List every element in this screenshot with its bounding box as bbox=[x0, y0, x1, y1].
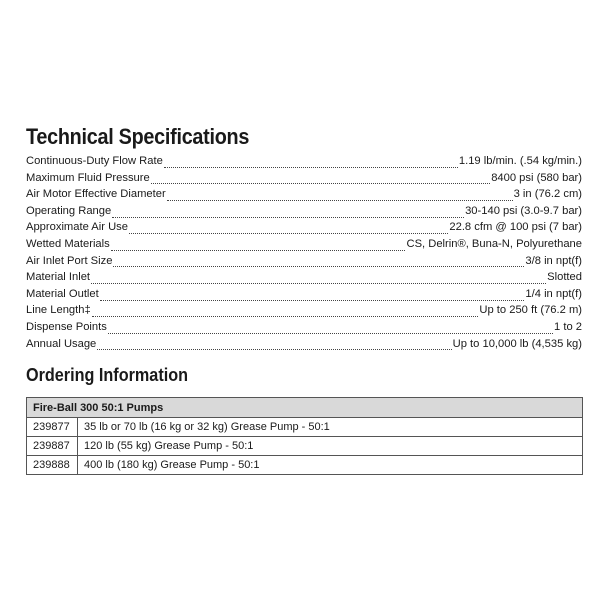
spec-value: Up to 10,000 lb (4,535 kg) bbox=[452, 337, 582, 350]
dot-leader bbox=[92, 306, 479, 317]
spec-label: Air Motor Effective Diameter bbox=[26, 188, 166, 201]
spec-label: Approximate Air Use bbox=[26, 221, 128, 234]
spec-value: Up to 250 ft (76.2 m) bbox=[479, 304, 582, 317]
spec-value: 3 in (76.2 cm) bbox=[513, 188, 582, 201]
spec-label: Material Inlet bbox=[26, 271, 91, 284]
spec-row bbox=[26, 236, 582, 253]
table-row bbox=[27, 418, 583, 437]
spec-value: 3/8 in npt(f) bbox=[525, 254, 582, 267]
spec-label: Wetted Materials bbox=[26, 237, 110, 250]
spec-row bbox=[26, 269, 582, 286]
spec-value: 1/4 in npt(f) bbox=[525, 287, 582, 300]
spec-label: Annual Usage bbox=[26, 337, 97, 350]
table-row bbox=[27, 456, 583, 475]
dot-leader bbox=[112, 207, 464, 218]
spec-list bbox=[26, 153, 582, 352]
spec-value: 1.19 lb/min. (.54 kg/min.) bbox=[458, 155, 582, 167]
spec-value: 8400 psi (580 bar) bbox=[491, 171, 582, 184]
spec-label: Dispense Points bbox=[26, 320, 107, 333]
part-number: 239888 bbox=[27, 456, 78, 475]
technical-specifications-heading: Technical Specifications bbox=[26, 124, 250, 149]
spec-row bbox=[26, 286, 582, 303]
spec-value: Slotted bbox=[547, 271, 582, 284]
spec-value: 22.8 cfm @ 100 psi (7 bar) bbox=[449, 221, 582, 234]
dot-leader bbox=[108, 323, 553, 334]
spec-label: Material Outlet bbox=[26, 287, 99, 300]
spec-label: Maximum Fluid Pressure bbox=[26, 171, 150, 184]
spec-label: Air Inlet Port Size bbox=[26, 254, 113, 267]
spec-row bbox=[26, 253, 582, 270]
spec-row bbox=[26, 319, 582, 336]
spec-row bbox=[26, 186, 582, 203]
spec-row bbox=[26, 302, 582, 319]
part-number: 239887 bbox=[27, 437, 78, 456]
spec-row bbox=[26, 153, 582, 170]
dot-leader bbox=[167, 190, 513, 201]
ordering-table bbox=[26, 397, 583, 475]
spec-value: CS, Delrin®, Buna-N, Polyurethane bbox=[406, 237, 582, 250]
spec-value: 1 to 2 bbox=[554, 320, 582, 333]
dot-leader bbox=[91, 273, 546, 284]
spec-row bbox=[26, 336, 582, 353]
part-description: 400 lb (180 kg) Grease Pump - 50:1 bbox=[78, 456, 583, 475]
dot-leader bbox=[111, 240, 406, 251]
spec-label: Line Length‡ bbox=[26, 304, 91, 317]
dot-leader bbox=[100, 290, 525, 301]
spec-value: 30-140 psi (3.0-9.7 bar) bbox=[465, 204, 582, 217]
spec-row bbox=[26, 219, 582, 236]
spec-label: Continuous-Duty Flow Rate bbox=[26, 155, 163, 167]
dot-leader bbox=[97, 339, 451, 350]
dot-leader bbox=[129, 223, 448, 234]
pump-group-title: Fire-Ball 300 50:1 Pumps bbox=[27, 398, 583, 418]
spec-row bbox=[26, 170, 582, 187]
part-number: 239877 bbox=[27, 418, 78, 437]
ordering-information-heading: Ordering Information bbox=[26, 365, 188, 385]
table-group-header bbox=[27, 398, 583, 418]
dot-leader bbox=[164, 157, 458, 168]
part-description: 35 lb or 70 lb (16 kg or 32 kg) Grease Pump - 50:1 bbox=[78, 418, 583, 437]
part-description: 120 lb (55 kg) Grease Pump - 50:1 bbox=[78, 437, 583, 456]
spec-label: Operating Range bbox=[26, 204, 112, 217]
spec-row bbox=[26, 203, 582, 220]
dot-leader bbox=[151, 173, 490, 184]
table-row bbox=[27, 437, 583, 456]
dot-leader bbox=[113, 256, 524, 267]
